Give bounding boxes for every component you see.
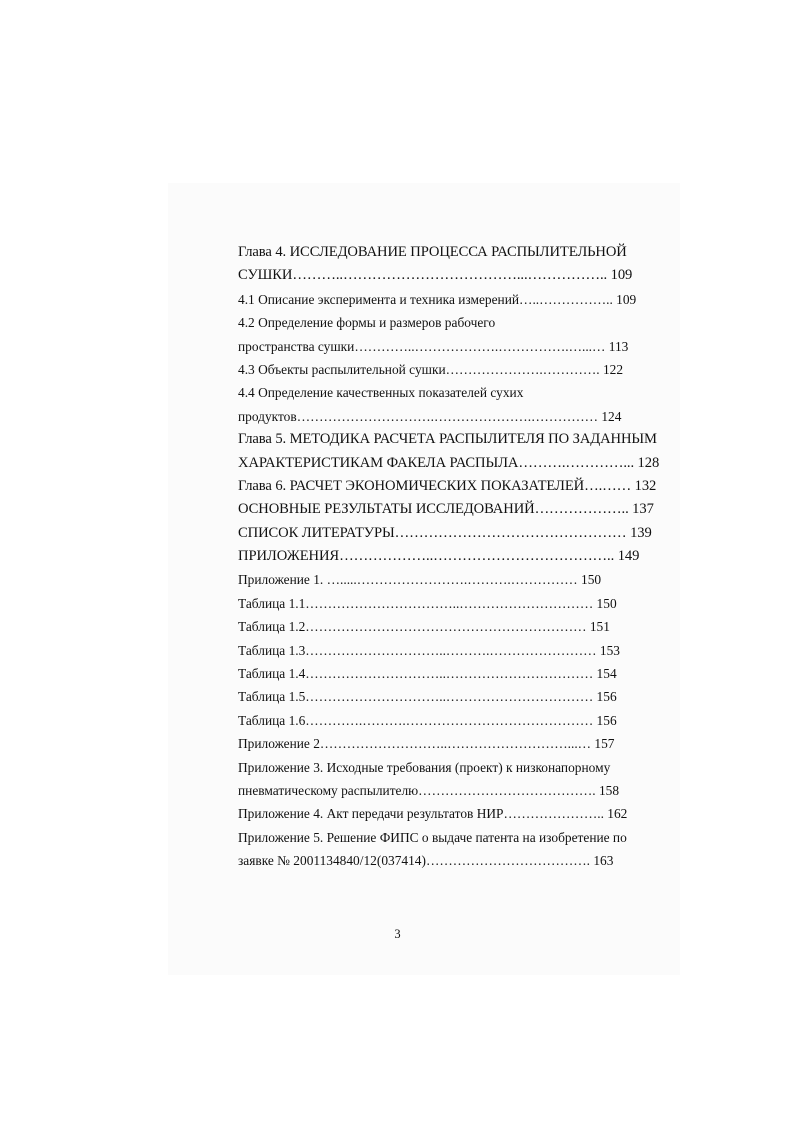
toc-line-table-1-4: Таблица 1.4…………………………..…………………………… 154 xyxy=(238,666,617,682)
toc-line-appendix-2: Приложение 2………………………..………………………...… 157 xyxy=(238,736,615,752)
table-of-contents xyxy=(238,241,660,873)
toc-line-appendix-3-page: пневматическому распылителю…………………………………. 158 xyxy=(238,782,620,798)
toc-line-table-1-1: Таблица 1.1……………………………..………………………… 150 xyxy=(238,595,617,611)
toc-line-chapter-5-title: Глава 5. МЕТОДИКА РАСЧЕТА РАСПЫЛИТЕЛЯ ПО ЗАДАННЫМ xyxy=(238,431,657,448)
toc-line-4-4-page: продуктов………………………….………………….…………… 124 xyxy=(238,408,622,424)
toc-line-chapter-4-title: Глава 4. ИССЛЕДОВАНИЕ ПРОЦЕССА РАСПЫЛИТЕЛЬНОЙ xyxy=(238,244,627,260)
toc-line-appendix-1: Приложение 1. ….....…………………….……….…………… 150 xyxy=(238,572,602,588)
toc-line-table-1-2: Таблица 1.2……………………………………………………… 151 xyxy=(238,619,610,635)
toc-line-chapter-6: Глава 6. РАСЧЕТ ЭКОНОМИЧЕСКИХ ПОКАЗАТЕЛЕЙ….…… 132 xyxy=(238,477,657,494)
toc-line-4-2-page: пространства сушки…………..……………….…………….…...… 113 xyxy=(238,338,629,354)
toc-line-table-1-6: Таблица 1.6………….……….…………………………………… 156 xyxy=(238,712,617,728)
toc-line-appendix-4: Приложение 4. Акт передачи результатов НИР………………….. 162 xyxy=(238,806,628,822)
toc-line-main-results: ОСНОВНЫЕ РЕЗУЛЬТАТЫ ИССЛЕДОВАНИЙ……………….. 137 xyxy=(238,501,654,518)
toc-line-table-1-5: Таблица 1.5…………………………..…………………………… 156 xyxy=(238,689,617,705)
toc-line-4-1: 4.1 Описание эксперимента и техника измерений…..…………….. 109 xyxy=(238,291,637,307)
toc-line-4-2-title: 4.2 Определение формы и размеров рабочего xyxy=(238,315,496,331)
toc-line-appendix-3-title: Приложение 3. Исходные требования (проект) к низконапорному xyxy=(238,759,611,775)
toc-line-chapter-5-page: ХАРАКТЕРИСТИКАМ ФАКЕЛА РАСПЫЛА……….…………... 128 xyxy=(238,454,660,471)
toc-line-chapter-4-page: СУШКИ………..………………………………...…………….. 109 xyxy=(238,267,633,284)
toc-line-4-3: 4.3 Объекты распылительной сушки………………….…………. 122 xyxy=(238,361,624,377)
toc-line-appendix-5-page: заявке № 2001134840/12(037414)………………………………. 163 xyxy=(238,853,614,869)
toc-line-references: СПИСОК ЛИТЕРАТУРЫ………………………………………… 139 xyxy=(238,524,652,541)
toc-line-appendix-5-title: Приложение 5. Решение ФИПС о выдаче патента на изобретение по xyxy=(238,829,627,845)
toc-line-table-1-3: Таблица 1.3…………………………..……….…………………… 153 xyxy=(238,642,620,658)
toc-line-appendices: ПРИЛОЖЕНИЯ………………..……………………………….. 149 xyxy=(238,548,640,565)
page-number: 3 xyxy=(394,927,401,941)
toc-line-4-4-title: 4.4 Определение качественных показателей сухих xyxy=(238,385,524,401)
